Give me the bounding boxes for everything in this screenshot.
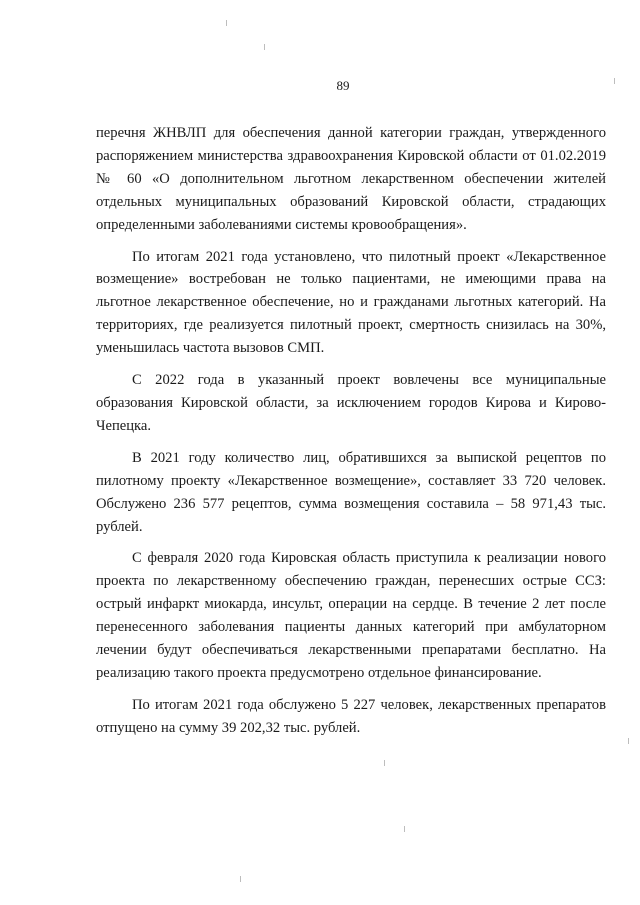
paragraph-2: По итогам 2021 года установлено, что пилотный проект «Лекарственное возмещение» востребован не только пациентами, не имеющими права на льготное лекарственное обеспечение, но и гражданами льготных категорий. На территориях, где реализуется пилотный проект, смертность снизилась на 30%, уменьшилась частота вызовов СМП. — [96, 248, 606, 357]
scan-speck — [614, 78, 615, 84]
paragraph-1: перечня ЖНВЛП для обеспечения данной категории граждан, утвержденного распоряжением министерства здравоохранения Кировской области от 01.02.2019 № 60 «О дополнительном льготном лекарственном обеспечении жителей отдельных муниципальных образований Кировской области, страдающих определенными заболеваниями системы кровообращения». — [96, 125, 606, 233]
scan-speck — [628, 738, 629, 744]
scan-speck — [384, 760, 385, 766]
scan-speck — [226, 20, 227, 26]
scan-speck — [404, 826, 405, 832]
paragraph-3: С 2022 года в указанный проект вовлечены все муниципальные образования Кировской области, за исключением городов Кирова и Кирово-Чепецка. — [96, 372, 606, 434]
paragraph-5: С февраля 2020 года Кировская область приступила к реализации нового проекта по лекарственному обеспечению граждан, перенесших острые ССЗ: острый инфаркт миокарда, инсульт, операции на сердце. В течение 2 лет после перенесенного заболевания пациенты данных категорий при амбулаторном лечении будут обеспечиваться лекарственными препаратами бесплатно. На реализацию такого проекта предусмотрено отдельное финансирование. — [96, 550, 606, 681]
scan-speck — [240, 876, 241, 882]
page-number: 89 — [336, 78, 350, 93]
document-body — [96, 122, 606, 749]
paragraph-6: По итогам 2021 года обслужено 5 227 человек, лекарственных препаратов отпущено на сумму 39 202,32 тыс. рублей. — [96, 696, 606, 736]
scan-speck — [264, 44, 265, 50]
paragraph-4: В 2021 году количество лиц, обратившихся за выпиской рецептов по пилотному проекту «Лекарственное возмещение», составляет 33 720 человек. Обслужено 236 577 рецептов, сумма возмещения составила – 58 971,43 тыс. рублей. — [96, 449, 606, 535]
